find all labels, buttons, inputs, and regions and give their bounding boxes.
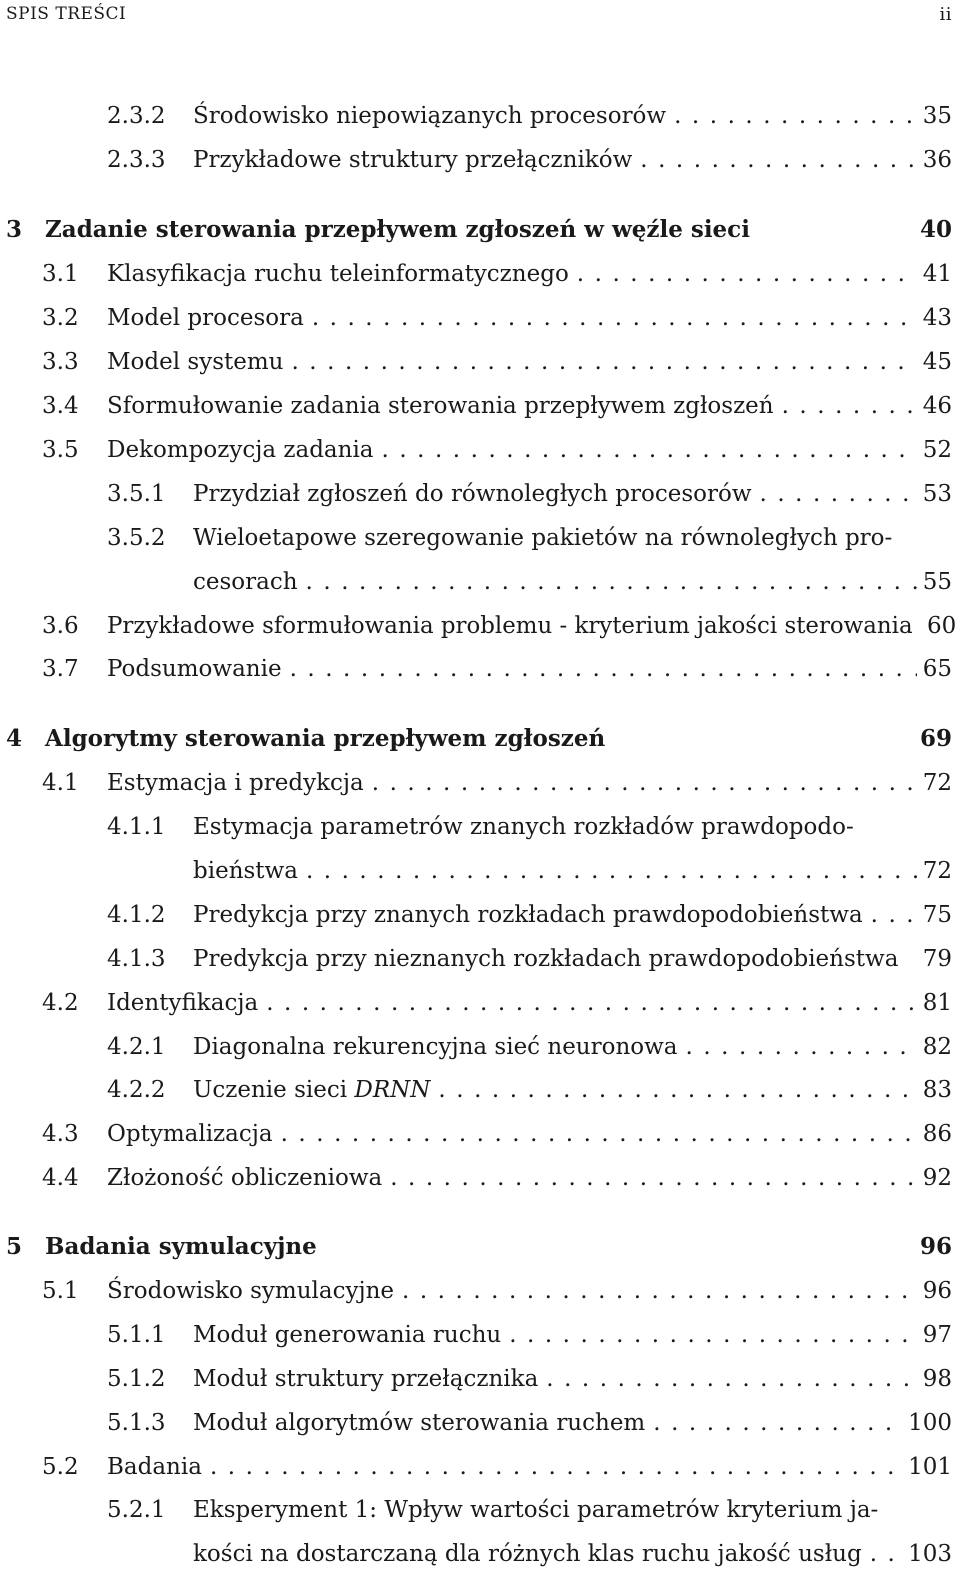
toc-entry[interactable] [0,388,960,424]
toc-entry-number: 3.2 [42,305,79,331]
toc-entry-number: 4.3 [42,1121,79,1147]
toc-entry[interactable] [0,985,960,1021]
toc-dot-leader [306,564,917,600]
toc-entry-page: 81 [922,990,952,1016]
toc-chapter[interactable] [0,721,960,757]
toc-entry-title: Predykcja przy znanych rozkładach prawdopodobieństwa [193,902,863,928]
toc-entry-number: 4.1.2 [107,902,166,928]
toc-entry-page: 97 [922,1322,952,1348]
toc-entry-page: 72 [922,858,952,884]
toc-chapter[interactable] [0,212,960,248]
toc-entry-page: 86 [922,1121,952,1147]
toc-dot-leader [438,1072,916,1108]
toc-entry-title-emphasis: DRNN [354,1077,431,1103]
toc-entry[interactable] [0,1405,960,1441]
toc-dot-leader [674,98,917,134]
toc-entry-title: Złożoność obliczeniowa [107,1165,383,1191]
toc-entry-line [107,300,952,336]
toc-entry-line [193,1492,952,1528]
toc-entry-line [193,1405,952,1441]
toc-entry-page: 79 [922,946,952,972]
toc-entry-title: Sformułowanie zadania sterowania przepływem zgłoszeń [107,393,774,419]
toc-entry-page: 98 [922,1366,952,1392]
toc-entry-number: 3.7 [42,656,79,682]
toc-entry[interactable] [0,608,960,644]
toc-entry-page: 46 [922,393,952,419]
toc-entry-title: kości na dostarczaną dla różnych klas ruchu jakość usług [193,1541,862,1567]
toc-entry-title: Estymacja parametrów znanych rozkładów prawdopodo- [193,814,854,840]
toc-entry-number: 4.1.3 [107,946,166,972]
toc-entry-title: Dekompozycja zadania [107,437,374,463]
toc-entry-number: 3.5.1 [107,481,166,507]
toc-dot-leader [312,300,917,336]
toc-entry-title: Algorytmy sterowania przepływem zgłoszeń [45,725,606,752]
toc-entry-title: Środowisko symulacyjne [107,1278,395,1304]
toc-entry[interactable] [0,1492,960,1528]
toc-entry-page: 53 [922,481,952,507]
toc-dot-leader [686,1029,917,1065]
toc-entry-page: 96 [919,1233,952,1260]
toc-dot-leader [870,1536,902,1572]
toc-entry-page: 69 [919,725,952,752]
toc-entry-number: 5.2 [42,1454,79,1480]
toc-entry[interactable] [0,476,960,512]
toc-entry[interactable] [0,1317,960,1353]
toc-entry[interactable] [0,142,960,178]
toc-entry-line [45,721,952,757]
toc-entry-line [193,809,952,845]
toc-entry-line [193,1536,952,1572]
toc-entry-number: 4.1.1 [107,814,166,840]
toc-entry-number: 5.1.1 [107,1322,166,1348]
toc-entry-number: 3.6 [42,613,79,639]
toc-entry-page: 40 [919,216,952,243]
toc-entry-title: Przydział zgłoszeń do równoległych procesorów [193,481,752,507]
toc-entry-number: 2.3.2 [107,103,166,129]
toc-entry-page: 82 [922,1034,952,1060]
toc-entry-page: 101 [908,1454,952,1480]
toc-entry-title: Zadanie sterowania przepływem zgłoszeń w węźle sieci [45,216,750,243]
toc-continuation[interactable] [0,564,960,600]
toc-dot-leader [640,142,916,178]
toc-entry-title: Klasyfikacja ruchu teleinformatycznego [107,261,569,287]
toc-dot-leader [782,388,917,424]
toc-entry[interactable] [0,432,960,468]
toc-entry-title: Predykcja przy nieznanych rozkładach prawdopodobieństwa [193,946,899,972]
toc-entry-number: 3.3 [42,349,79,375]
toc-entry-number: 5 [6,1233,23,1260]
toc-entry-line [107,985,952,1021]
toc-entry-title: Środowisko niepowiązanych procesorów [193,103,667,129]
toc-entry-number: 4.1 [42,770,79,796]
toc-entry[interactable] [0,1361,960,1397]
toc-dot-leader [290,651,917,687]
toc-entry-line [107,1449,952,1485]
toc-entry[interactable] [0,1273,960,1309]
toc-entry-line [107,388,952,424]
toc-entry-number: 3.5 [42,437,79,463]
toc-entry-line [107,1160,952,1196]
toc-entry-line [193,941,952,977]
toc-dot-leader [281,1116,917,1152]
toc-entry-title: Eksperyment 1: Wpływ wartości parametrów kryterium ja- [193,1497,879,1523]
toc-entry-title: Przykładowe sformułowania problemu - kryterium jakości sterowania [107,613,913,639]
toc-entry-line [107,432,952,468]
toc-entry-number: 4.2.1 [107,1034,166,1060]
toc-entry-page: 72 [922,770,952,796]
toc-entry[interactable] [0,1072,960,1108]
toc-continuation[interactable] [0,1536,960,1572]
toc-entry-line [107,256,952,292]
toc-entry-page: 52 [922,437,952,463]
toc-entry-number: 3 [6,216,23,243]
toc-dot-leader [402,1273,917,1309]
toc-entry-page: 36 [922,147,952,173]
toc-continuation[interactable] [0,853,960,889]
toc-entry-number: 3.1 [42,261,79,287]
toc-entry[interactable] [0,300,960,336]
toc-entry[interactable] [0,1160,960,1196]
toc-dot-leader [291,344,916,380]
toc-dot-leader [577,256,917,292]
toc-dot-leader [266,985,917,1021]
toc-entry-line [107,651,952,687]
toc-entry-number: 4.4 [42,1165,79,1191]
toc-entry-number: 3.5.2 [107,525,166,551]
toc-entry-title: Model systemu [107,349,284,375]
page-number: ii [939,4,952,25]
toc-entry-line [107,1273,952,1309]
running-head-title: SPIS TREŚCI [6,4,127,24]
toc-entry-title: Badania [107,1454,202,1480]
toc-entry-line [107,608,957,644]
toc-entry[interactable] [0,897,960,933]
toc-entry-line [193,1361,952,1397]
toc-entry-title: Podsumowanie [107,656,282,682]
toc-entry-title: Identyfikacja [107,990,259,1016]
toc-entry-number: 5.2.1 [107,1497,166,1523]
toc-entry-title: Przykładowe struktury przełączników [193,147,633,173]
toc-entry-page: 43 [922,305,952,331]
toc-dot-leader [210,1449,902,1485]
toc-entry-line [107,765,952,801]
toc-entry-title: Moduł struktury przełącznika [193,1366,539,1392]
toc-entry-number: 5.1.3 [107,1410,166,1436]
toc-entry-line [193,98,952,134]
toc-entry-number: 4.2.2 [107,1077,166,1103]
toc-entry-title: Uczenie sieci DRNN [193,1077,431,1103]
toc-entry-page: 35 [922,103,952,129]
toc-entry-title: Optymalizacja [107,1121,273,1147]
toc-entry-page: 96 [922,1278,952,1304]
toc-entry[interactable] [0,520,960,556]
toc-entry-number: 4.2 [42,990,79,1016]
toc-entry-line [45,212,952,248]
toc-entry-page: 41 [922,261,952,287]
toc-entry-line [193,897,952,933]
toc-entry-line [193,564,952,600]
toc-entry-page: 103 [908,1541,952,1567]
toc-entry-title: Moduł generowania ruchu [193,1322,502,1348]
toc-entry-page: 45 [922,349,952,375]
toc-entry-page: 92 [922,1165,952,1191]
toc-entry-title: bieństwa [193,858,298,884]
toc-entry-number: 4 [6,725,23,752]
toc-entry[interactable] [0,1449,960,1485]
toc-entry-title: Moduł algorytmów sterowania ruchem [193,1410,646,1436]
toc-entry-page: 83 [922,1077,952,1103]
toc-entry-number: 5.1 [42,1278,79,1304]
toc-dot-leader [653,1405,902,1441]
toc-entry[interactable] [0,809,960,845]
toc-dot-leader [306,853,917,889]
toc-entry-line [45,1229,952,1265]
toc-entry-number: 2.3.3 [107,147,166,173]
toc-entry-title: cesorach [193,569,298,595]
toc-entry[interactable] [0,256,960,292]
toc-dot-leader [382,432,917,468]
toc-entry-title: Estymacja i predykcja [107,770,364,796]
toc-entry-number: 5.1.2 [107,1366,166,1392]
toc-entry-page: 65 [922,656,952,682]
toc-entry-page: 60 [927,613,957,639]
toc-entry-line [193,142,952,178]
toc-entry-line [193,520,952,556]
toc-entry-title: Model procesora [107,305,304,331]
toc-dot-leader [871,897,917,933]
toc-entry-title: Diagonalna rekurencyjna sieć neuronowa [193,1034,678,1060]
toc-entry[interactable] [0,344,960,380]
toc-entry-page: 55 [922,569,952,595]
toc-entry[interactable] [0,651,960,687]
toc-entry-page: 75 [922,902,952,928]
toc-chapter[interactable] [0,1229,960,1265]
toc-entry-line [107,344,952,380]
toc-entry[interactable] [0,941,960,977]
toc-entry[interactable] [0,98,960,134]
toc-entry-number: 3.4 [42,393,79,419]
toc-entry-title: Badania symulacyjne [45,1233,317,1260]
toc-entry[interactable] [0,1029,960,1065]
toc-entry-page: 100 [908,1410,952,1436]
toc-dot-leader [509,1317,917,1353]
toc-entry-line [107,1116,952,1152]
toc-entry-title: Wieloetapowe szeregowanie pakietów na równoległych pro- [193,525,893,551]
toc-dot-leader [390,1160,917,1196]
toc-dot-leader [372,765,917,801]
toc-dot-leader [546,1361,916,1397]
toc-entry-line [193,853,952,889]
toc-entry[interactable] [0,1116,960,1152]
toc-entry-line [193,1317,952,1353]
toc-entry-line [193,476,952,512]
toc-entry-line [193,1072,952,1108]
toc-entry[interactable] [0,765,960,801]
toc-entry-line [193,1029,952,1065]
toc-dot-leader [760,476,917,512]
